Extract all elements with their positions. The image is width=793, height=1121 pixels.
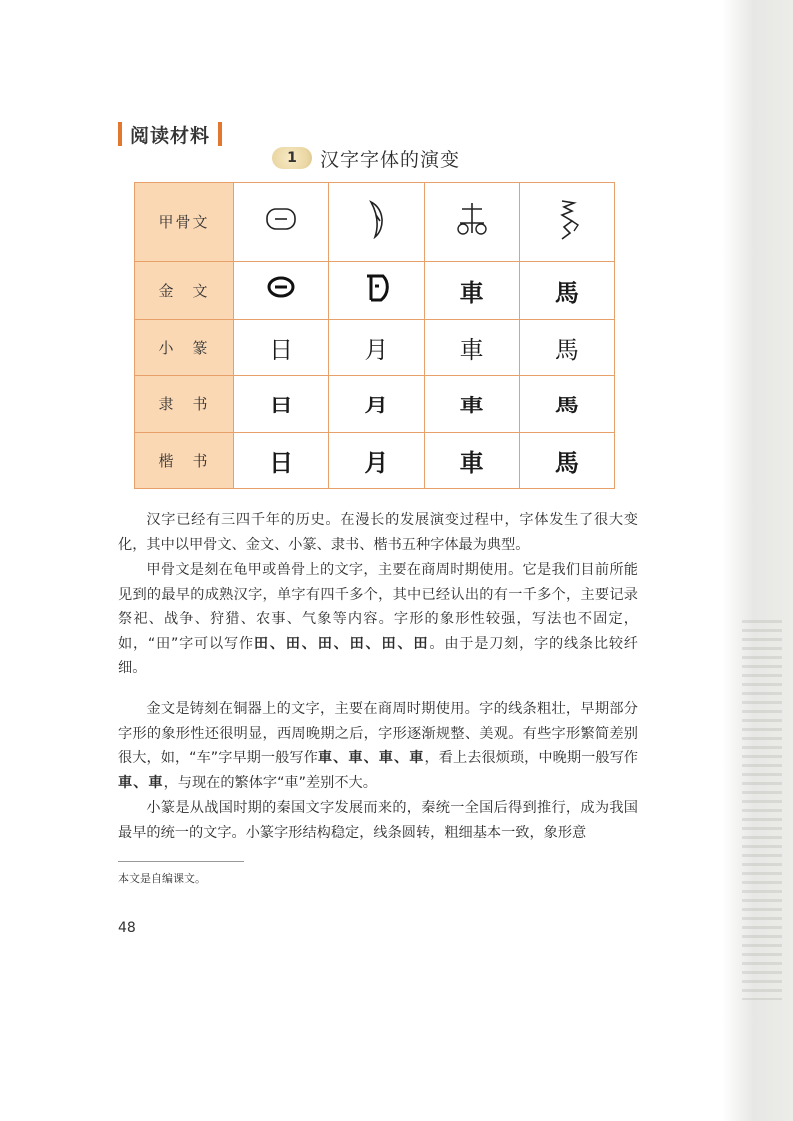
glyph-cell [519,183,614,262]
seal-sun-glyph: 日 [269,335,294,364]
glyph-cell [329,183,424,262]
glyph-cell [234,319,329,375]
inline-field-variants: 田、田、田、田、田、田 [253,635,430,652]
paragraph-text: 甲骨文是刻在龟甲或兽骨上的文字，主要在商周时期使用。它是我们目前所能见到的最早的成熟汉字，单字有四千多个，其中已经认出的有一千多个，主要记录祭祀、战争、狩猎、农事、气象等内容。字形的象形性较强，写法也不固定，如，“田”字可以写作 [118,562,638,652]
section-title: 汉字字体的演变 [320,148,461,171]
paragraph-text: ，看上去很烦琐，中晚期一般写作 [424,750,638,767]
glyph-cell [424,183,519,262]
glyph-cell [424,376,519,432]
oracle-sun-glyph [264,204,298,234]
glyph-cell [424,319,519,375]
seal-horse-glyph: 馬 [554,335,579,364]
glyph-cell [329,376,424,432]
glyph-cell [424,261,519,319]
glyph-cell [234,183,329,262]
page-edge-texture [742,620,782,1000]
clerical-sun-glyph: 日 [269,394,294,417]
glyph-cell [329,261,424,319]
seal-cart-glyph: 車 [459,335,484,364]
table-row [135,319,615,375]
oracle-cart-glyph [452,199,492,239]
header-title: 阅读材料 [130,124,211,147]
paragraph-bronze [118,697,638,795]
footnote-divider [118,861,244,862]
clerical-horse-glyph: 馬 [554,394,579,417]
glyph-cell [519,432,614,488]
regular-horse-glyph: 馬 [554,447,579,477]
script-evolution-table [134,182,615,489]
glyph-cell [329,432,424,488]
row-label-oracle: 甲骨文 [135,183,234,262]
clerical-cart-glyph: 車 [459,394,484,417]
table-row [135,183,615,262]
glyph-cell [329,319,424,375]
section-header [118,120,222,148]
bronze-sun-glyph [266,274,296,300]
inline-cart-early-variants: 車、車、車、車 [317,750,425,767]
regular-cart-glyph: 車 [459,447,484,477]
bronze-moon-glyph [361,272,391,302]
row-label-clerical: 隶 书 [135,376,234,432]
bronze-horse-glyph: 馬 [554,277,579,307]
table-row [135,432,615,488]
glyph-cell [519,376,614,432]
oracle-horse-glyph [552,197,582,241]
inline-cart-late-variants: 車、車 [118,774,164,791]
table-row [135,261,615,319]
paragraph-small-seal: 小篆是从战国时期的秦国文字发展而来的，秦统一全国后得到推行，成为我国最早的统一的文字。小篆字形结构稳定，线条圆转，粗细基本一致，象形意 [118,800,638,841]
paragraph-text: 金文是铸刻在铜器上的文字，主要在商周时期使用。字的线条粗壮，早期部分字形的象形性还很明显，西周晚期之后，字形逐渐规整、美观。有些字形繁简差别很大，如，“车”字早期一般写作 [118,701,638,767]
footnote: 本文是自编课文。 [118,872,206,885]
bronze-cart-glyph: 車 [459,277,484,307]
paragraph-text: ，与现在的繁体字“車”差别不大。 [163,774,377,791]
section-number-badge: 1 [272,147,312,169]
glyph-cell [234,432,329,488]
paragraph-text: 。由于是刀刻，字的线条比较纤细。 [118,635,638,677]
glyph-cell [519,261,614,319]
header-bar-right [218,122,222,146]
clerical-moon-glyph: 月 [364,394,389,417]
page-number: 48 [118,920,136,936]
regular-sun-glyph: 日 [269,447,294,477]
row-label-bronze: 金 文 [135,261,234,319]
glyph-cell [234,261,329,319]
row-label-regular: 楷 书 [135,432,234,488]
table-row [135,376,615,432]
seal-moon-glyph: 月 [364,335,389,364]
header-bar-left [118,122,122,146]
oracle-moon-glyph [363,199,389,239]
glyph-cell [519,319,614,375]
paragraph-intro: 汉字已经有三四千年的历史。在漫长的发展演变过程中，字体发生了很大变化，其中以甲骨文、金文、小篆、隶书、楷书五种字体最为典型。 [118,512,638,553]
subtitle-block [272,143,460,173]
regular-moon-glyph: 月 [364,447,389,477]
glyph-cell [424,432,519,488]
paragraph-oracle-bone [118,558,638,681]
glyph-cell [234,376,329,432]
row-label-small-seal: 小 篆 [135,319,234,375]
